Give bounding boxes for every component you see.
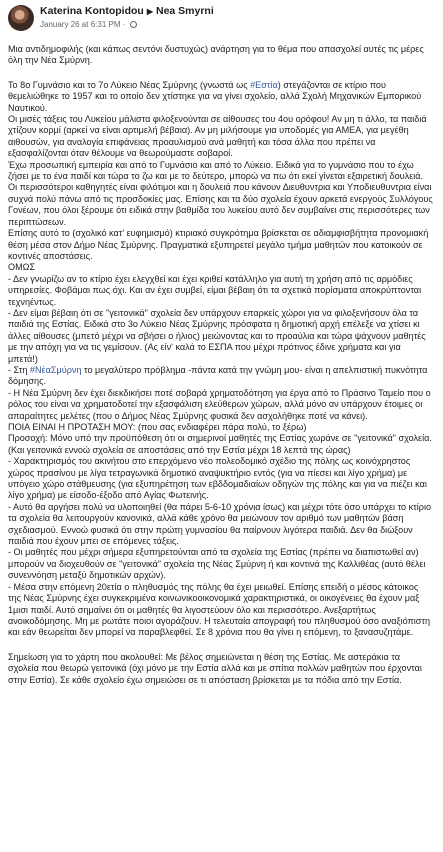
bullet-text: - Στη	[8, 364, 30, 375]
bullet-text: το μεγαλύτερο πρόβλημα -πάντα κατά την γνώμη μου- είναι η απελπιστική πυκνότητα δόμησης.	[8, 364, 428, 387]
arrow-icon: ▶	[146, 7, 153, 16]
paragraph-text: Το 8ο Γυμνάσιο και το 7ο Λύκειο Νέας Σμύρνης (γνωστά ως	[8, 79, 251, 90]
meta-separator: ·	[122, 20, 126, 29]
paragraph-location: Επίσης αυτό το (σχολικό κατ' ευφημισμό) κτιριακό συγκρότημα βρίσκεται σε αδιαμφισβήτητα προνομιακή θέση μέσα στον Δήμο Νέας Σμύρνης. Πραγματικά εξυπηρετεί μεγάλο τμήμα μαθητών που κατοικούν σε κοντινές αποστάσεις.	[8, 228, 429, 261]
hashtag-estia[interactable]: #Εστία	[250, 79, 278, 90]
author-line	[40, 5, 214, 17]
author-name[interactable]: Katerina Kontopidou	[40, 5, 144, 17]
group-name[interactable]: Nea Smyrni	[155, 5, 214, 17]
bullet-green-fund: - Η Νέα Σμύρνη δεν έχει διεκδικήσει ποτέ σοβαρά χρηματοδότηση για έργα από το Πράσινο Ταμείο που ο ρόλος του είναι να χρηματοδοτεί την εξασφάλιση ελεύθερων χώρων, αλλά μόνο αν υπάρχουν έτοιμες οι απαραίτητες μελέτες (που ο Δήμος Νέας Σμύρνης φυσικά δεν ασχολήθηκε ποτέ να κάνει).	[8, 387, 431, 421]
post-intro: Μια αντιδημοφιλής (και κάπως σεντόνι δυστυχώς) ανάρτηση για το θέμα που απασχολεί αυτές τις μέρες όλη την Νέα Σμύρνη.	[8, 44, 424, 66]
paragraph-floors: Οι μισές τάξεις του Λυκείου μάλιστα φιλοξενούνται σε αίθουσες του 4ου ορόφου! Αν μη τι άλλο, τα παιδιά χτίζουν κορμί (αρκεί να είναι αρτιμελή βέβαια). Αν μη μιλήσουμε για υποδομές για ΑΜΕΑ, για μεγέθη αιθουσών, για αναλογία επιφάνειας προαυλισμού ανά μαθητή και τόσα άλλα που πρέπει να εξασφαλίζονται όταν θέλουμε να θεωρούμαστε σοβαροί.	[8, 114, 427, 159]
hashtag-nea-smyrni[interactable]: #ΝέαΣμύρνη	[29, 364, 82, 375]
bullet-redistribution: - Οι μαθητές που μέχρι σήμερα εξυπηρετούνται από τα σχολεία της Εστίας (πρέπει να διαπιστωθεί αν) μπορούν να διοχευθούν σε "γειτονικά" σχολεία της Νέας Σμύρνη ή και κοντινά της Καλλιθέας (αυτό θέλει συνεννόηση μεταξύ δημοτικών αρχών).	[8, 547, 426, 581]
post-meta	[40, 20, 137, 29]
bullet-density	[8, 365, 433, 388]
globe-icon	[130, 21, 137, 28]
paragraph-gap	[8, 67, 433, 80]
bullet-timeline: - Αυτό θα αργήσει πολύ να υλοποιηθεί (θα πάρει 5-6-10 χρόνια ίσως) και μέχρι τότε όσο υπάρχει το κτίριο τα σχολεία θα λειτουργούν κανονικά, αλλά κάθε χρόνο θα μειώνουν τον αριθμό των μαθητών βάση σχεδιασμού. Εννοώ φυσικά ότι στην πρώτη γυμνασίου θα παίρνουν λιγότερα παιδιά. Δεν θα διώξουν παιδιά που έχουν μπει σε επόμενες τάξεις.	[8, 501, 432, 547]
post-timestamp[interactable]: January 26 at 6:31 PM	[40, 20, 121, 29]
map-note: Σημείωση για το χάρτη που ακολουθεί: Με βέλος σημειώνεται η θέση της Εστίας. Με αστεράκια τα σχολεία που θεωρώ γειτονικά (όχι μόνο με την Εστία αλλά και με σπίτια πολλών μαθητών που έρχονται στην Εστία). Σε κάθε σχολείο έχω σημειώσει σε τι απόσταση βρίσκεται με τα πόδια από την Εστία.	[8, 651, 422, 685]
proposal-heading: ΠΟΙΑ ΕΙΝΑΙ Η ΠΡΟΤΑΣΗ ΜΟΥ: (που σας ενδιαφέρει πάρα πολύ, το ξέρω)	[8, 422, 307, 432]
post-body	[8, 44, 433, 686]
paragraph-gap	[8, 639, 433, 652]
proposal-caveat: Προσοχή: Μόνο υπό την προϋπόθεση ότι οι σημερινοί μαθητές της Εστίας χωράνε σε "γειτονικά" σχολεία. (Και γειτονικά εννοώ σχολεία σε αποστάσεις από την Εστία μέχρι 18 λεπτά της ώρας)	[8, 433, 432, 455]
paragraph-building	[8, 80, 433, 114]
bullet-green-space: - Χαρακτηρισμός του ακινήτου στο επερχόμενο νέο πολεοδομικό σχέδιο της πόλης ως κοινόχρηστος χώρος πρασίνου με λίγα τετραγωνικά δημοτικό αναψυκτήριο εντός (για να πίεσει και λίγο χρήμα) με υπόγειο χώρο στάθμευσης (για εξυπηρέτηση των εβδδομαδιαίων οδηγών της πόλης και για να πιέζει και λίγο χρήμα) με είσοδο-έξοδο από Αγίας Φωτεινής.	[8, 456, 427, 501]
bullet-neighbor-schools: - Δεν είμαι βέβαιη ότι σε "γειτονικά" σχολεία δεν υπάρχουν επαρκείς χώροι για να φιλοξενήσουν όλα τα παιδιά της Εστίας. Ειδικά στο 3ο Λύκειο Νέας Σμύρνης πρόσφατα η δημοτική αρχή επέλεξε να χτίσει κι άλλες αίθουσες (μπετό μέχρι να σβήσει ο ήλιος) μειώνοντας και το προαύλια και τώρα ψάχνουν μαθητές με την απόχη για να τις γεμίσουν. (Ας είν' καλά το ΕΣΠΑ που μέχρι πρότινος έδινε χρήματα και για μπετά!)	[8, 307, 426, 364]
paragraph-experience: Έχω προσωπική εμπειρία και από το Γυμνάσιο και από το Λύκειο. Ειδικά για το γυμνάσιο που το έχω ζήσει με το ένα παιδί και τώρα το ζω και με το δεύτερο, μπορώ να πω ότι εκεί γίνεται εξαιρετική δουλειά. Οι περισσότεροι καθηγητές είναι φιλότιμοι και η δουλειά που κάνουν Διευθυντρια και Υποδιευθυντρια είναι συχνά πολύ πάνω από τις προσδοκίες μας. Επίσης και τα δύο σχολεία έχουν αρκετά ενεργούς Συλλόγους Γονέων, που όλοι ξέρουμε ότι ειδικά στην βαθμίδα του λυκείου αυτό δεν συμβαίνει στις περισσότερες των περιπτώσεων.	[8, 159, 433, 227]
omos-heading: ΟΜΩΣ	[8, 262, 36, 273]
bullet-population: - Μέσα στην επόμενη 20ετία ο πληθυσμός της πόλης θα έχει μειωθεί. Επίσης επειδή ο μέσος κάτοικος της Νέας Σμύρνης έχει συγκεκριμένα κοινωνικοοικονομικά χαρακτηριστικά, οι οικογένειες θα έχουν μαξ 1μισι παιδί. Αυτό σημαίνει ότι οι μαθητές θα λιγοστεύουν όλο και περισσότερο. Ανεξαρτήτως ανοικοδόμησης. Μη με ρωτάτε ποιοι αγοράζουν. Η τελευταία απογραφή του πληθυσμού όσο αναξιόπιστη και εάν θεωρείται δεν μπορεί να παραβλεφθεί. Σε 8 χρόνια που θα γίνει η επόμενη, το ξανασυζητάμε.	[8, 581, 431, 638]
bullet-building-check: - Δεν γνωρίζω αν το κτίριο έχει ελεγχθεί και έχει κριθεί κατάλληλο για αυτή τη χρήση από τις αρμόδιες υπηρεσίες. Φοβάμαι πως όχι. Και αν έχει συμβεί, είμαι βέβαιη ότι τα σχετικά πορίσματα αποκρύπτονται τεχνηέντως.	[8, 273, 422, 307]
author-avatar[interactable]	[8, 5, 34, 31]
paragraph-text: ) στεγάζονται σε κτίριο που θεμελιώθηκε το 1957 και το οποίο δεν χτίστηκε για να γίνει σχολείο, αλλά Σχολή Μηχανικών Εμπορικού Ναυτικού.	[8, 79, 422, 113]
post-header	[8, 3, 435, 35]
